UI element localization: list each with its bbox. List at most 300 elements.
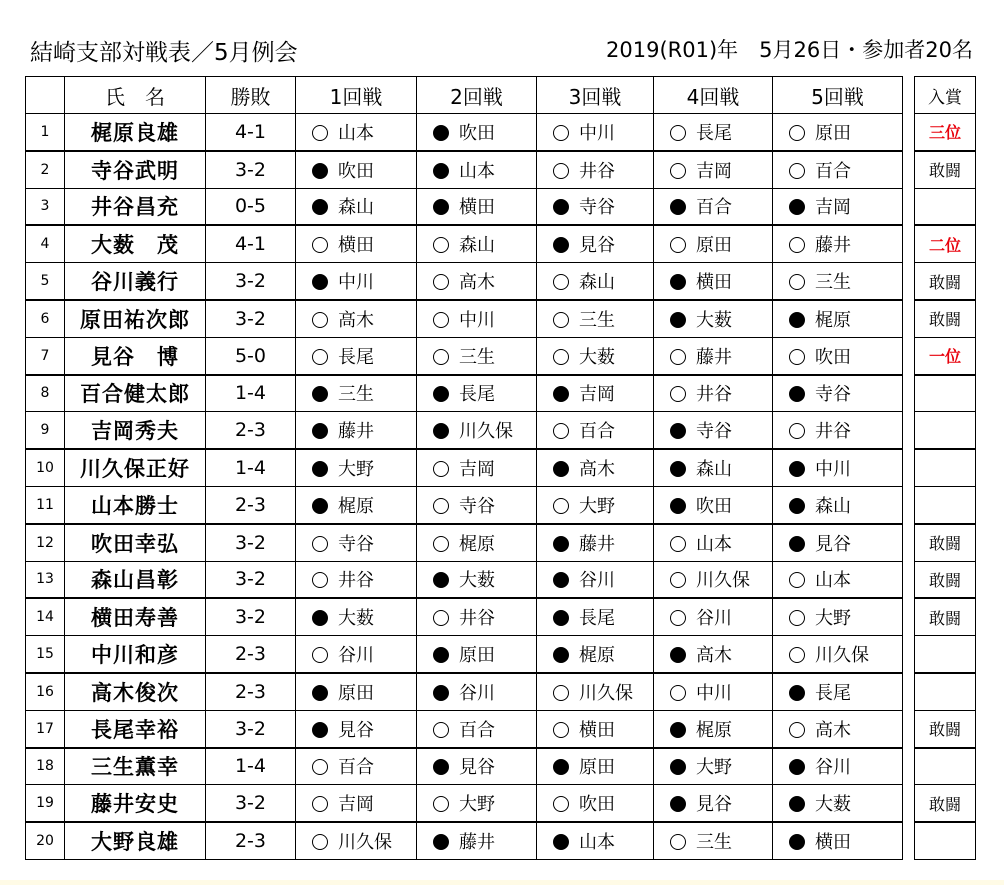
opponent-name: 谷川 xyxy=(459,682,495,704)
loss-dot-icon xyxy=(433,834,449,850)
game-cell-round-4 xyxy=(654,188,773,225)
opponent-name: 藤井 xyxy=(459,832,495,854)
game-cell-round-3 xyxy=(537,598,654,635)
win-circle-icon xyxy=(553,163,569,179)
opponent-name: 藤井 xyxy=(579,533,615,555)
table-row xyxy=(26,300,903,337)
opponent-name: 中川 xyxy=(459,309,495,331)
row-number: 1 xyxy=(26,114,65,151)
footer-strip xyxy=(0,880,1004,885)
player-name: 大薮 茂 xyxy=(65,225,206,262)
win-loss: 3-2 xyxy=(206,710,296,747)
win-circle-icon xyxy=(312,647,328,663)
game-cell-round-1 xyxy=(296,114,417,151)
opponent-name: 吹田 xyxy=(579,794,615,816)
table-row xyxy=(26,225,903,262)
win-loss: 1-4 xyxy=(206,449,296,486)
award-badge: 二位 xyxy=(915,225,976,262)
row-number: 7 xyxy=(26,337,65,374)
loss-dot-icon xyxy=(553,386,569,402)
player-name: 原田祐次郎 xyxy=(65,300,206,337)
award-row xyxy=(915,710,976,747)
game-cell-round-2 xyxy=(417,188,537,225)
win-circle-icon xyxy=(789,163,805,179)
win-circle-icon xyxy=(789,237,805,253)
table-row xyxy=(26,636,903,673)
header-score: 勝敗 xyxy=(206,77,296,114)
player-name: 寺谷武明 xyxy=(65,151,206,188)
opponent-name: 川久保 xyxy=(696,570,750,592)
win-loss: 3-2 xyxy=(206,263,296,300)
opponent-name: 寺谷 xyxy=(815,384,851,406)
player-name: 百合健太郎 xyxy=(65,375,206,412)
game-cell-round-2 xyxy=(417,524,537,561)
loss-dot-icon xyxy=(670,759,686,775)
win-circle-icon xyxy=(670,685,686,701)
game-cell-round-1 xyxy=(296,225,417,262)
opponent-name: 大野 xyxy=(579,495,615,517)
award-row xyxy=(915,188,976,225)
player-name: 大野良雄 xyxy=(65,822,206,859)
row-number: 2 xyxy=(26,151,65,188)
player-name: 中川和彦 xyxy=(65,636,206,673)
award-badge: 敢闘 xyxy=(915,561,976,598)
win-circle-icon xyxy=(312,796,328,812)
opponent-name: 百合 xyxy=(338,757,374,779)
opponent-name: 見谷 xyxy=(815,533,851,555)
game-cell-round-1 xyxy=(296,710,417,747)
loss-dot-icon xyxy=(670,423,686,439)
award-row xyxy=(915,673,976,710)
game-cell-round-4 xyxy=(654,785,773,822)
win-circle-icon xyxy=(553,423,569,439)
game-cell-round-3 xyxy=(537,748,654,785)
table-row xyxy=(26,188,903,225)
game-cell-round-3 xyxy=(537,300,654,337)
header-round-4: 4回戦 xyxy=(654,77,773,114)
opponent-name: 大野 xyxy=(696,757,732,779)
win-loss: 3-2 xyxy=(206,785,296,822)
award-badge xyxy=(915,486,976,523)
win-circle-icon xyxy=(789,423,805,439)
loss-dot-icon xyxy=(553,834,569,850)
game-cell-round-4 xyxy=(654,263,773,300)
opponent-name: 井谷 xyxy=(696,384,732,406)
award-row xyxy=(915,375,976,412)
game-cell-round-3 xyxy=(537,375,654,412)
loss-dot-icon xyxy=(789,312,805,328)
opponent-name: 見谷 xyxy=(459,757,495,779)
loss-dot-icon xyxy=(789,386,805,402)
win-circle-icon xyxy=(553,349,569,365)
win-circle-icon xyxy=(312,759,328,775)
loss-dot-icon xyxy=(433,163,449,179)
loss-dot-icon xyxy=(670,461,686,477)
win-circle-icon xyxy=(789,572,805,588)
win-circle-icon xyxy=(553,125,569,141)
loss-dot-icon xyxy=(553,610,569,626)
win-circle-icon xyxy=(433,461,449,477)
game-cell-round-4 xyxy=(654,598,773,635)
player-name: 梶原良雄 xyxy=(65,114,206,151)
game-cell-round-4 xyxy=(654,673,773,710)
opponent-name: 大野 xyxy=(459,794,495,816)
opponent-name: 見谷 xyxy=(579,235,615,257)
win-loss: 3-2 xyxy=(206,598,296,635)
header-round-1: 1回戦 xyxy=(296,77,417,114)
loss-dot-icon xyxy=(312,498,328,514)
game-cell-round-3 xyxy=(537,524,654,561)
loss-dot-icon xyxy=(553,647,569,663)
game-cell-round-3 xyxy=(537,710,654,747)
game-cell-round-2 xyxy=(417,710,537,747)
row-number: 12 xyxy=(26,524,65,561)
opponent-name: 吉岡 xyxy=(459,459,495,481)
win-circle-icon xyxy=(553,796,569,812)
table-row xyxy=(26,114,903,151)
opponent-name: 谷川 xyxy=(696,608,732,630)
opponent-name: 吹田 xyxy=(696,495,732,517)
game-cell-round-2 xyxy=(417,300,537,337)
win-loss: 2-3 xyxy=(206,636,296,673)
win-circle-icon xyxy=(670,572,686,588)
win-loss: 2-3 xyxy=(206,412,296,449)
loss-dot-icon xyxy=(433,423,449,439)
row-number: 5 xyxy=(26,263,65,300)
win-circle-icon xyxy=(312,536,328,552)
player-name: 井谷昌充 xyxy=(65,188,206,225)
game-cell-round-2 xyxy=(417,225,537,262)
win-circle-icon xyxy=(789,610,805,626)
loss-dot-icon xyxy=(670,274,686,290)
win-circle-icon xyxy=(670,125,686,141)
table-row xyxy=(26,710,903,747)
row-number: 17 xyxy=(26,710,65,747)
win-circle-icon xyxy=(312,834,328,850)
game-cell-round-3 xyxy=(537,486,654,523)
loss-dot-icon xyxy=(789,536,805,552)
award-row xyxy=(915,114,976,151)
table-row xyxy=(26,524,903,561)
win-loss: 3-2 xyxy=(206,561,296,598)
row-number: 4 xyxy=(26,225,65,262)
win-circle-icon xyxy=(433,796,449,812)
loss-dot-icon xyxy=(789,498,805,514)
opponent-name: 井谷 xyxy=(815,421,851,443)
award-row xyxy=(915,636,976,673)
row-number: 19 xyxy=(26,785,65,822)
table-row xyxy=(26,151,903,188)
row-number: 8 xyxy=(26,375,65,412)
opponent-name: 原田 xyxy=(815,122,851,144)
award-badge: 敢闘 xyxy=(915,710,976,747)
header-name: 氏 名 xyxy=(65,77,206,114)
win-circle-icon xyxy=(312,572,328,588)
opponent-name: 長尾 xyxy=(815,682,851,704)
game-cell-round-1 xyxy=(296,524,417,561)
game-cell-round-1 xyxy=(296,188,417,225)
win-circle-icon xyxy=(433,349,449,365)
game-cell-round-2 xyxy=(417,785,537,822)
win-circle-icon xyxy=(433,312,449,328)
opponent-name: 藤井 xyxy=(696,346,732,368)
row-number: 13 xyxy=(26,561,65,598)
opponent-name: 百合 xyxy=(459,719,495,741)
game-cell-round-5 xyxy=(773,300,903,337)
win-circle-icon xyxy=(312,237,328,253)
table-row xyxy=(26,561,903,598)
game-cell-round-1 xyxy=(296,449,417,486)
loss-dot-icon xyxy=(312,610,328,626)
row-number: 18 xyxy=(26,748,65,785)
table-row xyxy=(26,449,903,486)
opponent-name: 吹田 xyxy=(459,122,495,144)
opponent-name: 中川 xyxy=(696,682,732,704)
game-cell-round-5 xyxy=(773,337,903,374)
opponent-name: 山本 xyxy=(696,533,732,555)
loss-dot-icon xyxy=(312,163,328,179)
opponent-name: 井谷 xyxy=(338,570,374,592)
game-cell-round-4 xyxy=(654,225,773,262)
game-cell-round-5 xyxy=(773,225,903,262)
game-cell-round-1 xyxy=(296,748,417,785)
opponent-name: 森山 xyxy=(459,235,495,257)
game-cell-round-3 xyxy=(537,263,654,300)
opponent-name: 三生 xyxy=(815,272,851,294)
award-badge xyxy=(915,748,976,785)
page-title: 結崎支部対戦表／5月例会 xyxy=(30,40,298,66)
game-cell-round-2 xyxy=(417,337,537,374)
game-cell-round-2 xyxy=(417,412,537,449)
row-number: 10 xyxy=(26,449,65,486)
opponent-name: 寺谷 xyxy=(338,533,374,555)
game-cell-round-4 xyxy=(654,822,773,859)
opponent-name: 見谷 xyxy=(696,794,732,816)
loss-dot-icon xyxy=(553,572,569,588)
award-badge: 敢闘 xyxy=(915,300,976,337)
game-cell-round-4 xyxy=(654,300,773,337)
header-round-3: 3回戦 xyxy=(537,77,654,114)
game-cell-round-1 xyxy=(296,337,417,374)
game-cell-round-2 xyxy=(417,114,537,151)
win-loss: 1-4 xyxy=(206,375,296,412)
win-loss: 3-2 xyxy=(206,151,296,188)
opponent-name: 長尾 xyxy=(459,384,495,406)
win-circle-icon xyxy=(670,163,686,179)
loss-dot-icon xyxy=(553,199,569,215)
game-cell-round-5 xyxy=(773,449,903,486)
win-loss: 2-3 xyxy=(206,673,296,710)
table-row xyxy=(26,822,903,859)
table-row xyxy=(26,598,903,635)
header-no xyxy=(26,77,65,114)
award-badge xyxy=(915,375,976,412)
win-circle-icon xyxy=(312,349,328,365)
opponent-name: 山本 xyxy=(579,832,615,854)
loss-dot-icon xyxy=(553,536,569,552)
game-cell-round-2 xyxy=(417,449,537,486)
header-row xyxy=(26,77,903,114)
opponent-name: 原田 xyxy=(338,682,374,704)
game-cell-round-4 xyxy=(654,337,773,374)
opponent-name: 梶原 xyxy=(815,309,851,331)
win-circle-icon xyxy=(670,349,686,365)
win-circle-icon xyxy=(553,312,569,328)
opponent-name: 中川 xyxy=(579,122,615,144)
loss-dot-icon xyxy=(312,274,328,290)
opponent-name: 川久保 xyxy=(338,832,392,854)
win-circle-icon xyxy=(433,610,449,626)
opponent-name: 井谷 xyxy=(579,160,615,182)
loss-dot-icon xyxy=(433,572,449,588)
win-loss: 1-4 xyxy=(206,748,296,785)
opponent-name: 長尾 xyxy=(696,122,732,144)
game-cell-round-5 xyxy=(773,561,903,598)
award-row xyxy=(915,524,976,561)
award-row xyxy=(915,225,976,262)
opponent-name: 川久保 xyxy=(815,645,869,667)
opponent-name: 梶原 xyxy=(579,645,615,667)
player-name: 三生薫幸 xyxy=(65,748,206,785)
opponent-name: 高木 xyxy=(696,645,732,667)
win-circle-icon xyxy=(789,349,805,365)
opponent-name: 吉岡 xyxy=(696,160,732,182)
opponent-name: 横田 xyxy=(459,197,495,219)
game-cell-round-4 xyxy=(654,561,773,598)
player-name: 長尾幸裕 xyxy=(65,710,206,747)
opponent-name: 山本 xyxy=(815,570,851,592)
loss-dot-icon xyxy=(312,461,328,477)
award-badge: 敢闘 xyxy=(915,151,976,188)
table-row xyxy=(26,337,903,374)
loss-dot-icon xyxy=(312,722,328,738)
opponent-name: 大薮 xyxy=(696,309,732,331)
game-cell-round-5 xyxy=(773,785,903,822)
table-row xyxy=(26,486,903,523)
win-loss: 3-2 xyxy=(206,300,296,337)
game-cell-round-4 xyxy=(654,412,773,449)
win-circle-icon xyxy=(670,386,686,402)
win-loss: 4-1 xyxy=(206,114,296,151)
opponent-name: 寺谷 xyxy=(459,495,495,517)
game-cell-round-5 xyxy=(773,598,903,635)
game-cell-round-3 xyxy=(537,673,654,710)
game-cell-round-3 xyxy=(537,636,654,673)
award-badge xyxy=(915,822,976,859)
win-circle-icon xyxy=(312,125,328,141)
header-round-5: 5回戦 xyxy=(773,77,903,114)
player-name: 谷川義行 xyxy=(65,263,206,300)
win-loss: 4-1 xyxy=(206,225,296,262)
win-circle-icon xyxy=(670,237,686,253)
loss-dot-icon xyxy=(433,647,449,663)
game-cell-round-3 xyxy=(537,225,654,262)
game-cell-round-5 xyxy=(773,710,903,747)
award-badge xyxy=(915,412,976,449)
loss-dot-icon xyxy=(312,386,328,402)
loss-dot-icon xyxy=(670,647,686,663)
game-cell-round-5 xyxy=(773,524,903,561)
header-round-2: 2回戦 xyxy=(417,77,537,114)
header-award: 入賞 xyxy=(915,77,976,114)
opponent-name: 三生 xyxy=(696,832,732,854)
opponent-name: 長尾 xyxy=(579,608,615,630)
loss-dot-icon xyxy=(312,199,328,215)
loss-dot-icon xyxy=(670,312,686,328)
opponent-name: 梶原 xyxy=(459,533,495,555)
game-cell-round-3 xyxy=(537,785,654,822)
game-cell-round-5 xyxy=(773,822,903,859)
game-cell-round-4 xyxy=(654,114,773,151)
opponent-name: 森山 xyxy=(696,459,732,481)
award-row xyxy=(915,412,976,449)
award-table xyxy=(914,76,976,860)
loss-dot-icon xyxy=(789,834,805,850)
table-row xyxy=(26,412,903,449)
game-cell-round-2 xyxy=(417,822,537,859)
opponent-name: 吹田 xyxy=(338,160,374,182)
game-cell-round-1 xyxy=(296,151,417,188)
win-circle-icon xyxy=(433,722,449,738)
match-table xyxy=(25,76,903,860)
table-row xyxy=(26,785,903,822)
opponent-name: 吉岡 xyxy=(579,384,615,406)
opponent-name: 井谷 xyxy=(459,608,495,630)
table-row xyxy=(26,673,903,710)
player-name: 吹田幸弘 xyxy=(65,524,206,561)
game-cell-round-4 xyxy=(654,710,773,747)
opponent-name: 大薮 xyxy=(815,794,851,816)
opponent-name: 原田 xyxy=(459,645,495,667)
win-loss: 2-3 xyxy=(206,486,296,523)
opponent-name: 百合 xyxy=(579,421,615,443)
opponent-name: 吹田 xyxy=(815,346,851,368)
award-row xyxy=(915,561,976,598)
loss-dot-icon xyxy=(433,199,449,215)
table-row xyxy=(26,263,903,300)
award-row xyxy=(915,337,976,374)
win-circle-icon xyxy=(312,312,328,328)
opponent-name: 三生 xyxy=(579,309,615,331)
loss-dot-icon xyxy=(789,685,805,701)
game-cell-round-3 xyxy=(537,151,654,188)
loss-dot-icon xyxy=(789,461,805,477)
game-cell-round-5 xyxy=(773,673,903,710)
row-number: 11 xyxy=(26,486,65,523)
loss-dot-icon xyxy=(312,685,328,701)
opponent-name: 横田 xyxy=(338,235,374,257)
opponent-name: 梶原 xyxy=(696,719,732,741)
win-circle-icon xyxy=(433,274,449,290)
opponent-name: 谷川 xyxy=(815,757,851,779)
game-cell-round-3 xyxy=(537,449,654,486)
row-number: 9 xyxy=(26,412,65,449)
win-circle-icon xyxy=(789,722,805,738)
game-cell-round-3 xyxy=(537,188,654,225)
award-badge: 敢闘 xyxy=(915,598,976,635)
game-cell-round-4 xyxy=(654,524,773,561)
game-cell-round-1 xyxy=(296,263,417,300)
game-cell-round-1 xyxy=(296,822,417,859)
opponent-name: 吉岡 xyxy=(338,794,374,816)
game-cell-round-3 xyxy=(537,412,654,449)
opponent-name: 中川 xyxy=(815,459,851,481)
player-name: 森山昌彰 xyxy=(65,561,206,598)
award-row xyxy=(915,449,976,486)
loss-dot-icon xyxy=(670,796,686,812)
opponent-name: 大野 xyxy=(338,459,374,481)
game-cell-round-3 xyxy=(537,822,654,859)
